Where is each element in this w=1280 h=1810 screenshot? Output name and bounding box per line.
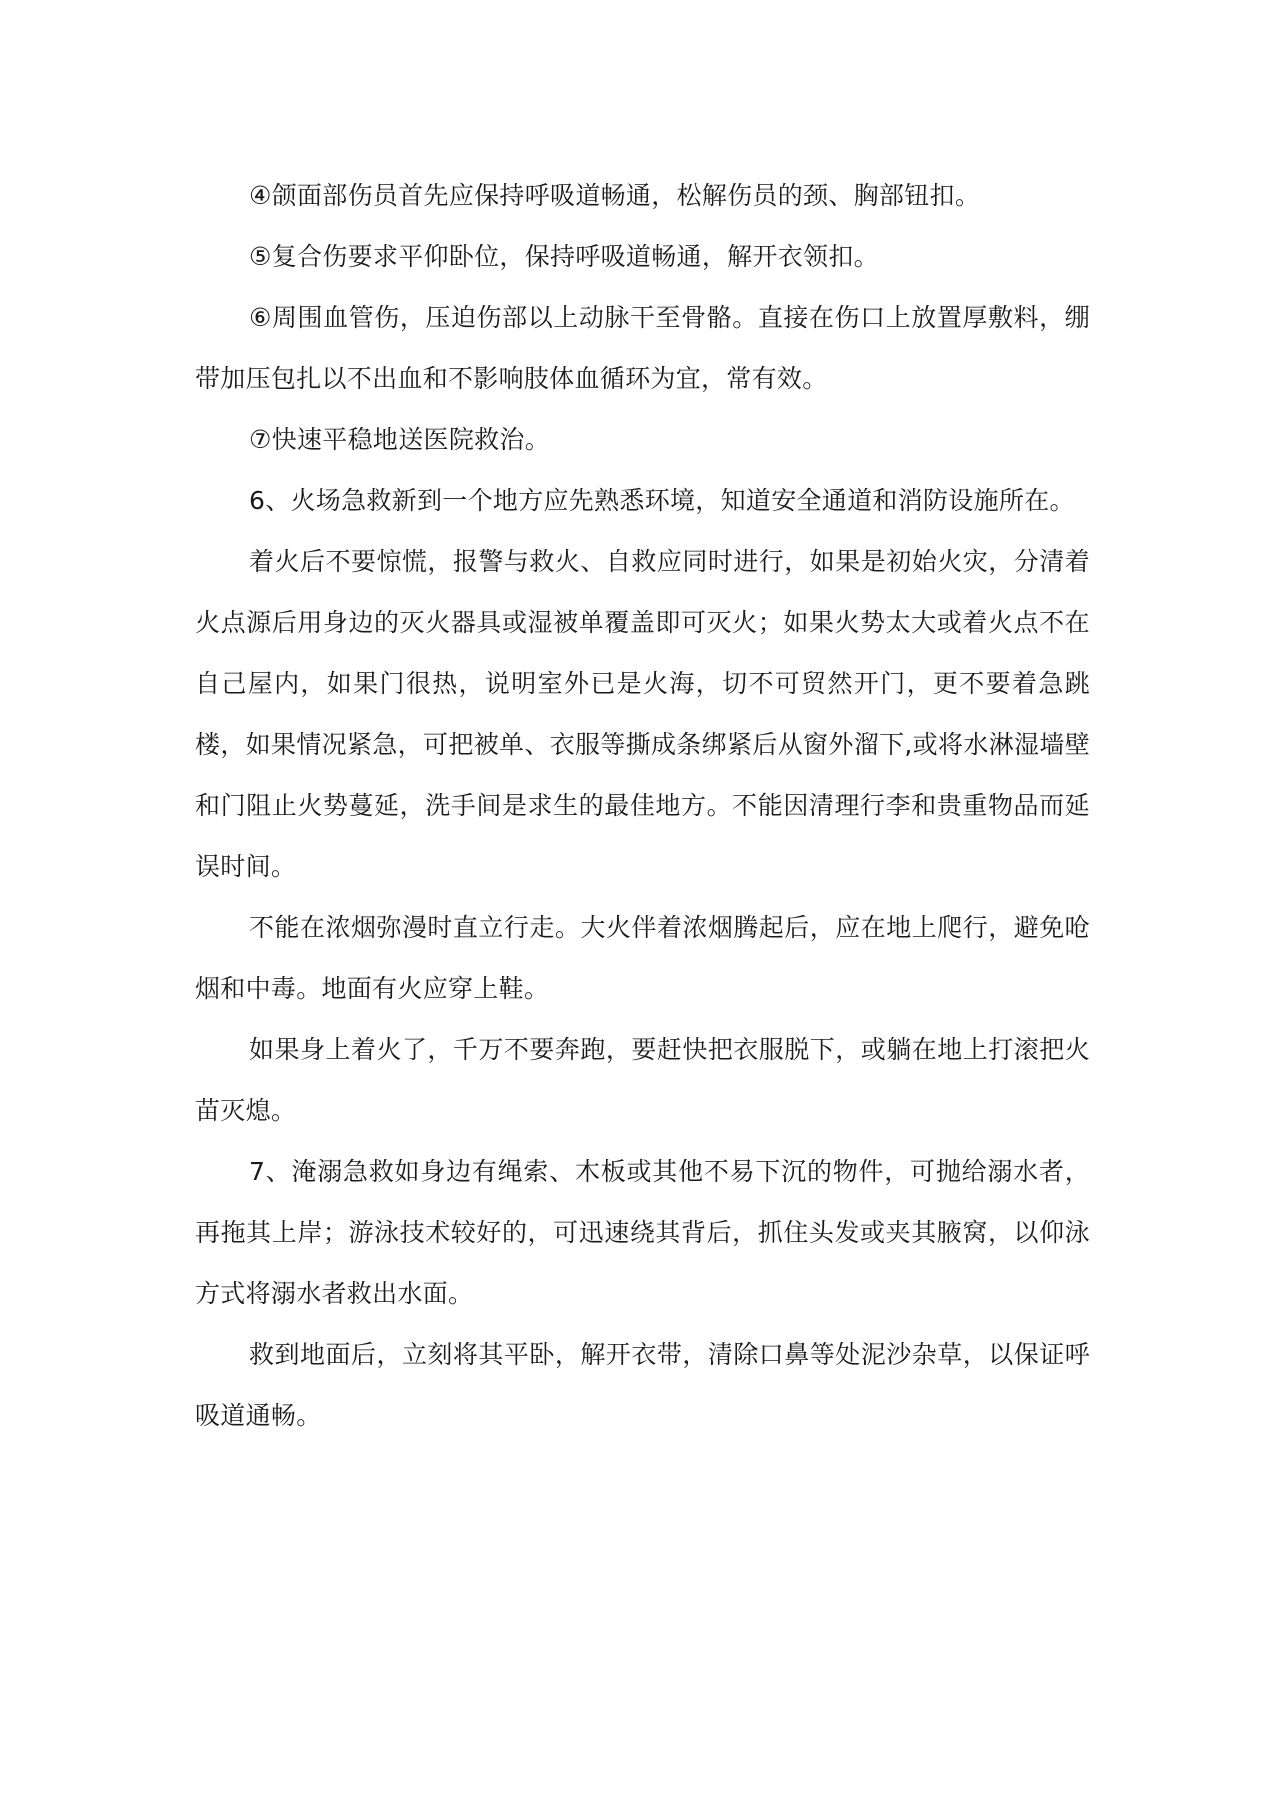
paragraph-smoke-crawling: 不能在浓烟弥漫时直立行走。大火伴着浓烟腾起后，应在地上爬行，避免呛烟和中毒。地面有火应穿上鞋。	[195, 913, 1090, 1003]
paragraph-post-rescue-care: 救到地面后，立刻将其平卧，解开衣带，清除口鼻等处泥沙杂草，以保证呼吸道通畅。	[195, 1340, 1090, 1430]
paragraph-maxillofacial-injury: ④颌面部伤员首先应保持呼吸道畅通，松解伤员的颈、胸部钮扣。	[249, 181, 981, 210]
paragraph-vascular-injury: ⑥周围血管伤，压迫伤部以上动脉干至骨骼。直接在伤口上放置厚敷料，绷带加压包扎以不出血和不影响肢体血循环为宜，常有效。	[195, 303, 1090, 393]
paragraph-clothes-on-fire: 如果身上着火了，千万不要奔跑，要赶快把衣服脱下，或躺在地上打滚把火苗灭熄。	[195, 1035, 1090, 1125]
document-body	[195, 165, 1090, 1446]
paragraph-compound-injury: ⑤复合伤要求平仰卧位，保持呼吸道畅通，解开衣领扣。	[249, 242, 879, 271]
paragraph-hospital-transfer: ⑦快速平稳地送医院救治。	[249, 425, 551, 454]
paragraph-fire-response: 着火后不要惊慌，报警与救火、自救应同时进行，如果是初始火灾，分清着火点源后用身边的灭火器具或湿被单覆盖即可灭火；如果火势太大或着火点不在自己屋内，如果门很热，说明室外已是火海，切不可贸然开门，更不要着急跳楼，如果情况紧急，可把被单、衣服等撕成条绑紧后从窗外溜下,或将水淋湿墙壁和门阻止火势蔓延，洗手间是求生的最佳地方。不能因清理行李和贵重物品而延误时间。	[195, 547, 1090, 881]
paragraph-fire-rescue-heading: 6、火场急救新到一个地方应先熟悉环境，知道安全通道和消防设施所在。	[249, 486, 1075, 515]
paragraph-drowning-rescue: 7、淹溺急救如身边有绳索、木板或其他不易下沉的物件，可抛给溺水者，再拖其上岸；游泳技术较好的，可迅速绕其背后，抓住头发或夹其腋窝，以仰泳方式将溺水者救出水面。	[195, 1157, 1090, 1308]
